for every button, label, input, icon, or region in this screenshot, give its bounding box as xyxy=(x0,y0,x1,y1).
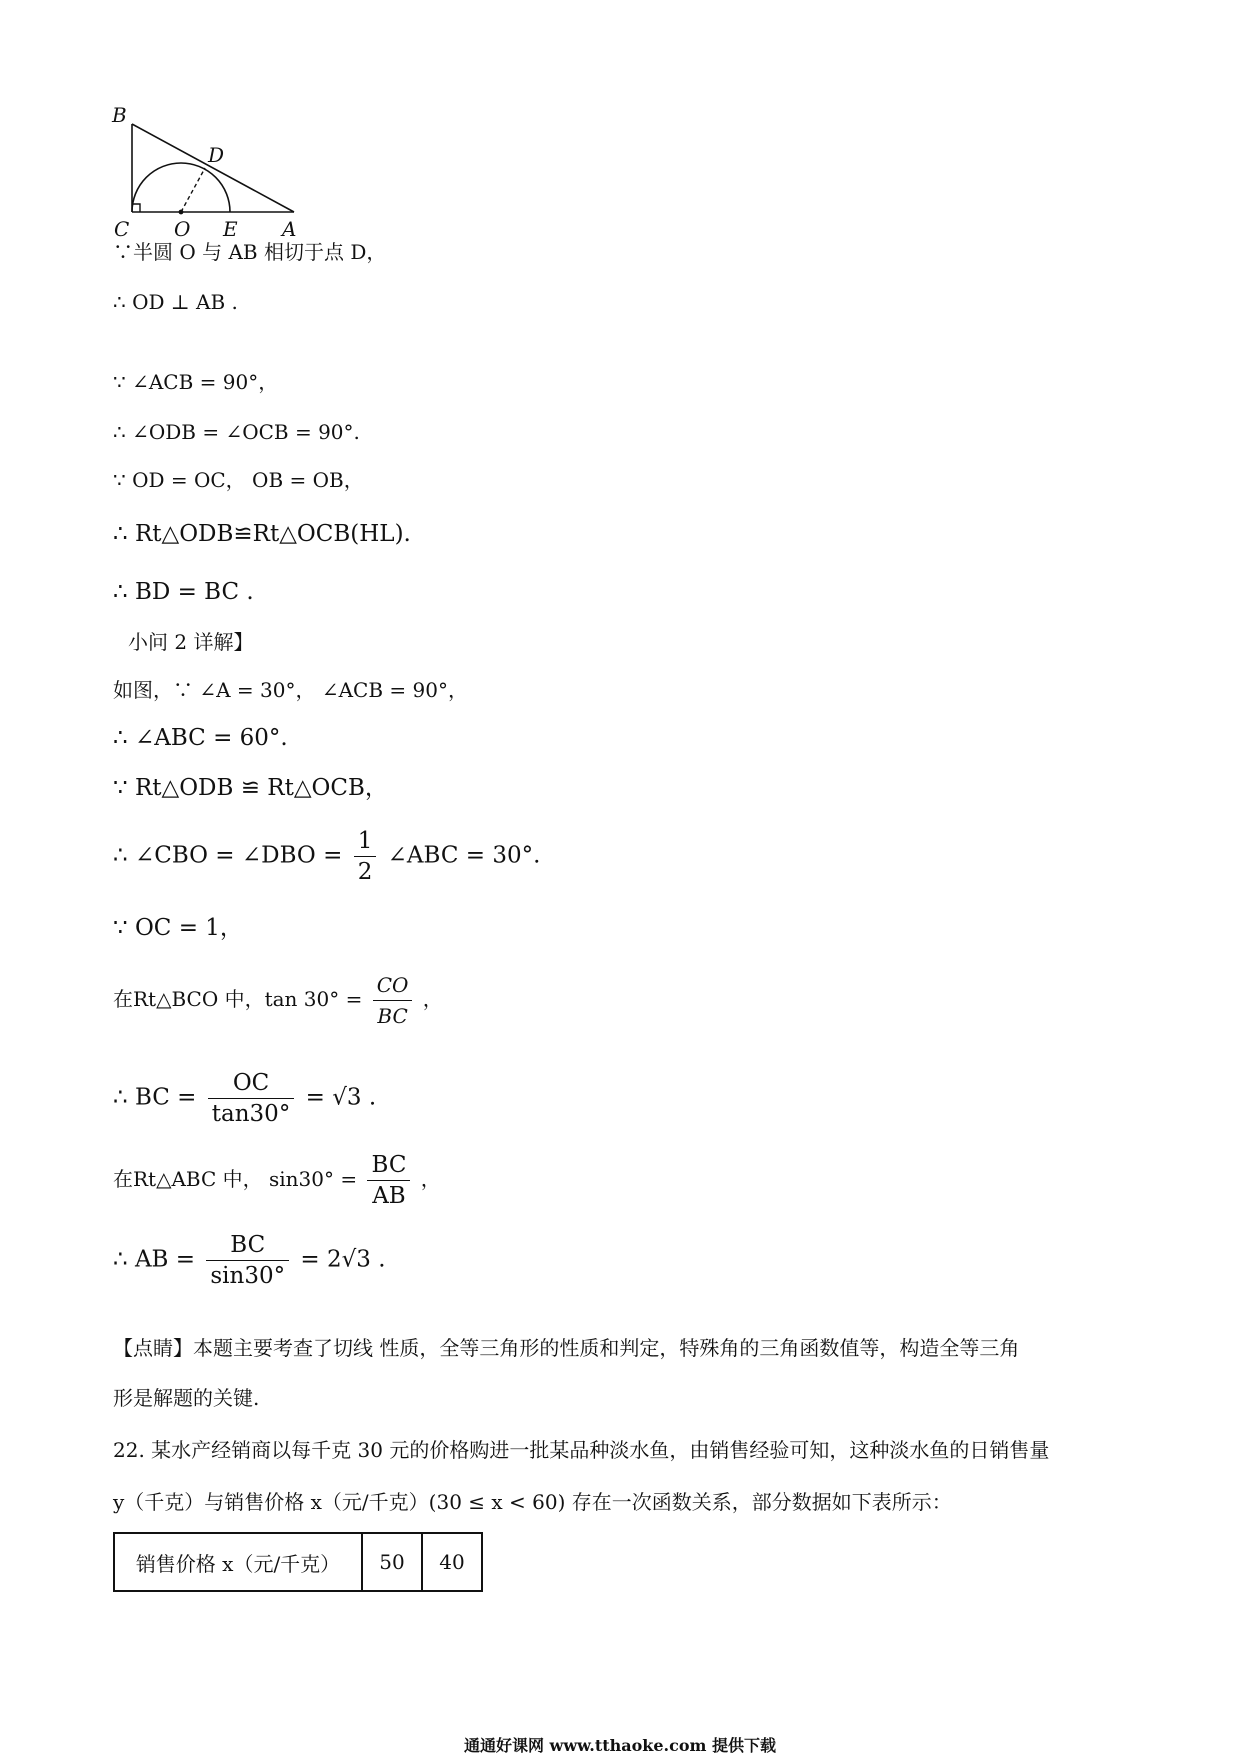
fraction-den: sin30° xyxy=(210,1263,286,1289)
problem22-line-1: 22. 某水产经销商以每千克 30 元的价格购进一批某品种淡水鱼，由销售经验可知，这种淡水鱼的日销售量 xyxy=(113,1438,1050,1462)
proof1-line-2: ∴ OD ⊥ AB . xyxy=(113,290,238,314)
proof1-line-1: ∵半圆 O 与 AB 相切于点 D， xyxy=(113,240,387,264)
proof2-line-6 xyxy=(113,970,443,1031)
line7-post: = √3 . xyxy=(305,1084,377,1111)
line6-post: ， xyxy=(422,987,443,1011)
label-d: D xyxy=(208,143,225,167)
proof2-line-5: ∵ OC = 1， xyxy=(113,915,243,941)
proof2-line-3: ∵ Rt△ODB ≌ Rt△OCB， xyxy=(113,775,388,801)
proof1-line-5: ∵ OD = OC， OB = OB， xyxy=(113,468,364,492)
line9-pre: ∴ AB = xyxy=(113,1246,196,1273)
proof2-line-8 xyxy=(113,1150,441,1211)
line4-post: ∠ABC = 30°. xyxy=(387,842,541,869)
fraction-half xyxy=(354,826,377,887)
fraction-den: BC xyxy=(377,1004,408,1028)
proof2-line-1: 如图，∵ ∠A = 30°， ∠ACB = 90°， xyxy=(113,678,468,702)
segment-od-dashed xyxy=(181,168,205,212)
table-cell: 40 xyxy=(422,1533,482,1591)
fraction-num: 1 xyxy=(354,826,377,857)
label-e: E xyxy=(223,217,238,241)
geometry-figure xyxy=(108,104,308,244)
label-a: A xyxy=(282,217,297,241)
proof2-line-9 xyxy=(113,1230,386,1291)
fraction-co-bc xyxy=(373,970,413,1031)
fraction-num: BC xyxy=(206,1230,289,1261)
line8-pre: 在Rt△ABC 中， sin30° = xyxy=(113,1167,358,1191)
proof1-line-7: ∴ BD = BC . xyxy=(113,579,254,605)
table-cell: 50 xyxy=(362,1533,422,1591)
point-o xyxy=(179,210,184,215)
semicircle-o xyxy=(132,163,230,212)
proof1-line-6: ∴ Rt△ODB≌Rt△OCB(HL). xyxy=(113,521,411,547)
fraction-bc-ab xyxy=(367,1150,410,1211)
part2-heading: 小问 2 详解】 xyxy=(128,630,254,654)
fraction-num: OC xyxy=(208,1068,295,1099)
proof1-line-3: ∵ ∠ACB = 90°， xyxy=(113,370,279,394)
line4-pre: ∴ ∠CBO = ∠DBO = xyxy=(113,842,343,869)
line6-pre: 在Rt△BCO 中，tan 30° = xyxy=(113,987,363,1011)
comment-line-2: 形是解题的关键. xyxy=(113,1386,260,1410)
fraction-bc-sin xyxy=(206,1230,289,1291)
table-header-cell: 销售价格 x（元/千克） xyxy=(114,1533,362,1591)
label-o: O xyxy=(174,217,191,241)
segment-ba xyxy=(132,124,294,212)
line9-post: = 2√3 . xyxy=(300,1246,386,1273)
table-row xyxy=(114,1533,482,1591)
problem22-line-2: y（千克）与销售价格 x（元/千克）(30 ≤ x < 60) 存在一次函数关系，部分数据如下表所示： xyxy=(113,1490,952,1514)
page-footer: 通通好课网 www.tthaoke.com 提供下载 xyxy=(463,1736,777,1755)
fraction-num: CO xyxy=(373,970,413,1001)
line8-post: ， xyxy=(420,1167,441,1191)
proof2-line-4 xyxy=(113,826,540,887)
label-b: B xyxy=(112,104,127,127)
proof2-line-2: ∴ ∠ABC = 60°. xyxy=(113,725,288,751)
proof2-line-7 xyxy=(113,1068,376,1129)
fraction-den: 2 xyxy=(357,859,373,885)
comment-line-1: 【点睛】本题主要考查了切线 性质，全等三角形的性质和判定，特殊角的三角函数值等，构造全等三角 xyxy=(113,1336,1020,1360)
line7-pre: ∴ BC = xyxy=(113,1084,197,1111)
fraction-oc-tan xyxy=(208,1068,295,1129)
fraction-den: tan30° xyxy=(211,1101,291,1127)
proof1-line-4: ∴ ∠ODB = ∠OCB = 90°. xyxy=(113,420,360,444)
price-table xyxy=(113,1532,483,1592)
fraction-num: BC xyxy=(367,1150,410,1181)
fraction-den: AB xyxy=(372,1183,406,1209)
label-c: C xyxy=(114,217,130,241)
